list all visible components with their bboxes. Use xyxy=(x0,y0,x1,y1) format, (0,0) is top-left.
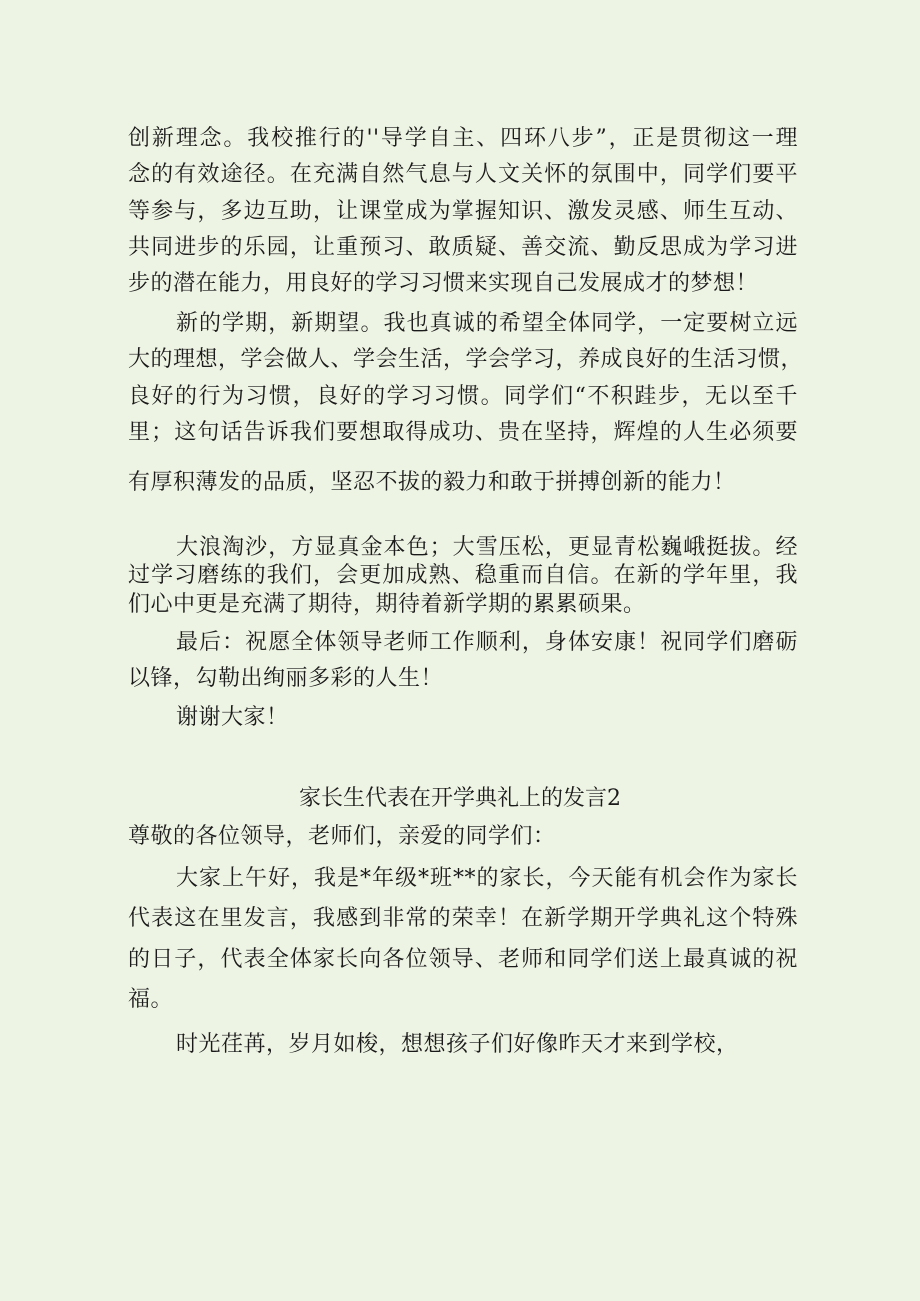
paragraph-line: 的日子，代表全体家长向各位领导、老师和同学们送上最真诚的祝 xyxy=(128,947,798,972)
paragraph-line: 念的有效途径。在充满自然气息与人文关怀的氛围中，同学们要平 xyxy=(128,162,798,187)
paragraph-line: 等参与，多边互助，让课堂成为掌握知识、激发灵感、师生互动、 xyxy=(128,199,798,224)
paragraph-line: 创新理念。我校推行的''导学自主、四环八步”，正是贯彻这一理 xyxy=(128,126,798,151)
paragraph-line: 时光荏苒，岁月如梭，想想孩子们好像昨天才来到学校， xyxy=(176,1032,739,1057)
closing-line: 谢谢大家！ xyxy=(176,705,289,730)
paragraph-line: 代表这在里发言，我感到非常的荣幸！在新学期开学典礼这个特殊 xyxy=(128,906,798,931)
paragraph-line: 步的潜在能力，用良好的学习习惯来实现自己发展成才的梦想！ xyxy=(128,271,759,296)
paragraph-line: 福。 xyxy=(128,987,174,1012)
paragraph-line: 以锋，勾勒出绚丽多彩的人生！ xyxy=(128,666,444,691)
paragraph-line: 们心中更是充满了期待，期待着新学期的累累硕果。 xyxy=(128,592,646,617)
salutation: 尊敬的各位领导，老师们，亲爱的同学们： xyxy=(128,824,556,849)
paragraph-line: 大浪淘沙，方显真金本色；大雪压松，更显青松巍峨挺拔。经 xyxy=(176,535,798,560)
paragraph-line: 最后：祝愿全体领导老师工作顺利，身体安康！祝同学们磨砺 xyxy=(176,630,798,655)
paragraph-line: 有厚积薄发的品质，坚忍不拔的毅力和敢于拼搏创新的能力！ xyxy=(128,470,736,495)
paragraph-line: 大家上午好，我是*年级*班**的家长，今天能有机会作为家长 xyxy=(176,866,798,891)
paragraph-line: 良好的行为习惯，良好的学习习惯。同学们“不积跬步，无以至千 xyxy=(128,384,798,409)
paragraph-line: 大的理想，学会做人、学会生活，学会学习，养成良好的生活习惯， xyxy=(128,347,804,372)
section-title: 家长生代表在开学典礼上的发言2 xyxy=(299,786,621,811)
paragraph-line: 过学习磨练的我们，会更加成熟、稳重而自信。在新的学年里，我 xyxy=(128,563,798,588)
paragraph-line: 共同进步的乐园，让重预习、敢质疑、善交流、勤反思成为学习进 xyxy=(128,235,798,260)
paragraph-line: 新的学期，新期望。我也真诚的希望全体同学，一定要树立远 xyxy=(176,311,798,336)
paragraph-line: 里；这句话告诉我们要想取得成功、贵在坚持，辉煌的人生必须要 xyxy=(128,420,798,445)
